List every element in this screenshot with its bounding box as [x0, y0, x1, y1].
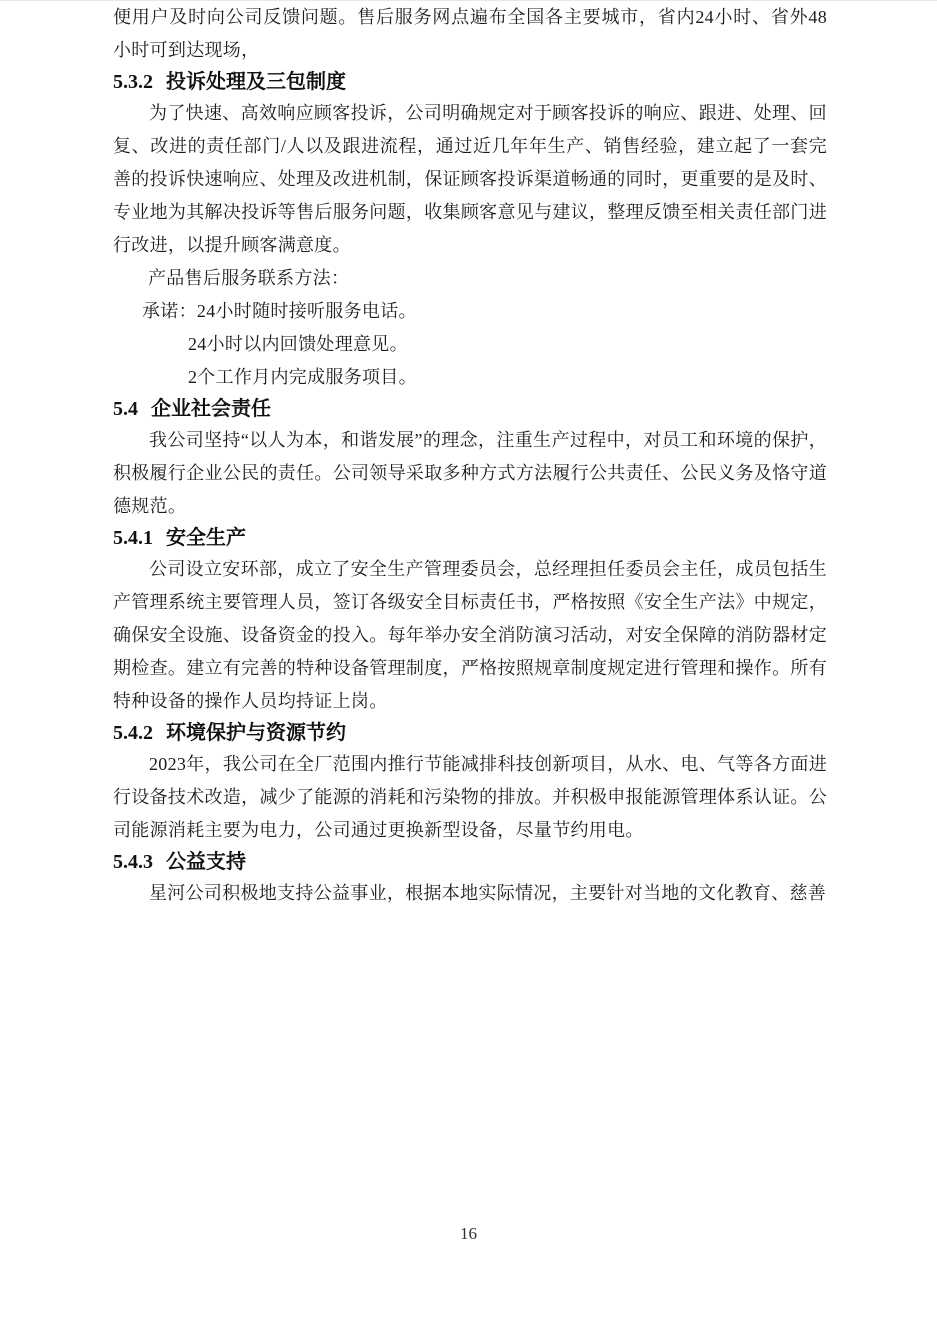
section-5-3-2-body-paragraph: 为了快速、高效响应顾客投诉，公司明确规定对于顾客投诉的响应、跟进、处理、回复、改进的责任部门/人以及跟进流程，通过近几年年生产、销售经验，建立起了一套完善的投诉快速响应、处理及改进机制，保证顾客投诉渠道畅通的同时，更重要的是及时、专业地为其解决投诉等售后服务问题，收集顾客意见与建议，整理反馈至相关责任部门进行改进，以提升顾客满意度。 — [113, 103, 827, 255]
section-5-4-body-paragraph: 我公司坚持“以人为本，和谐发展”的理念，注重生产过程中，对员工和环境的保护，积极履行企业公民的责任。公司领导采取多种方式方法履行公共责任、公民义务及恪守道德规范。 — [113, 430, 827, 516]
heading-number: 5.4.2 — [113, 722, 153, 744]
heading-title: 企业社会责任 — [151, 398, 271, 420]
heading-number: 5.4 — [113, 398, 138, 420]
heading-title: 环境保护与资源节约 — [166, 722, 346, 744]
section-5-4-3-body-paragraph: 星河公司积极地支持公益事业，根据本地实际情况，主要针对当地的文化教育、慈善 — [149, 883, 827, 903]
section-heading-5-4-2 — [113, 718, 827, 748]
promise-line-3: 2个工作月内完成服务项目。 — [188, 367, 417, 387]
heading-number: 5.3.2 — [113, 71, 153, 93]
section-heading-5-4-1 — [113, 523, 827, 553]
promise-line-1: 承诺：24小时随时接听服务电话。 — [142, 301, 417, 321]
contact-method-line: 产品售后服务联系方法： — [148, 268, 350, 288]
continuation-paragraph: 便用户及时向公司反馈问题。售后服务网点遍布全国各主要城市，省内24小时、省外48小时可到达现场， — [113, 7, 827, 60]
heading-number: 5.4.1 — [113, 527, 153, 549]
section-heading-5-3-2 — [113, 67, 827, 97]
heading-title: 安全生产 — [166, 527, 246, 549]
heading-number: 5.4.3 — [113, 851, 153, 873]
section-heading-5-4-3 — [113, 847, 827, 877]
promise-line-2: 24小时以内回馈处理意见。 — [188, 334, 408, 354]
document-content — [113, 1, 827, 910]
heading-title: 投诉处理及三包制度 — [166, 71, 346, 93]
section-heading-5-4 — [113, 394, 827, 424]
section-5-4-1-body-paragraph: 公司设立安环部，成立了安全生产管理委员会，总经理担任委员会主任，成员包括生产管理系统主要管理人员，签订各级安全目标责任书，严格按照《安全生产法》中规定，确保安全设施、设备资金的投入。每年举办安全消防演习活动，对安全保障的消防器材定期检查。建立有完善的特种设备管理制度，严格按照规章制度规定进行管理和操作。所有特种设备的操作人员均持证上岗。 — [113, 559, 827, 711]
page-number: 16 — [460, 1224, 477, 1243]
section-5-4-2-body-paragraph: 2023年，我公司在全厂范围内推行节能减排科技创新项目，从水、电、气等各方面进行设备技术改造，减少了能源的消耗和污染物的排放。并积极申报能源管理体系认证。公司能源消耗主要为电力，公司通过更换新型设备，尽量节约用电。 — [113, 754, 827, 840]
heading-title: 公益支持 — [166, 851, 246, 873]
